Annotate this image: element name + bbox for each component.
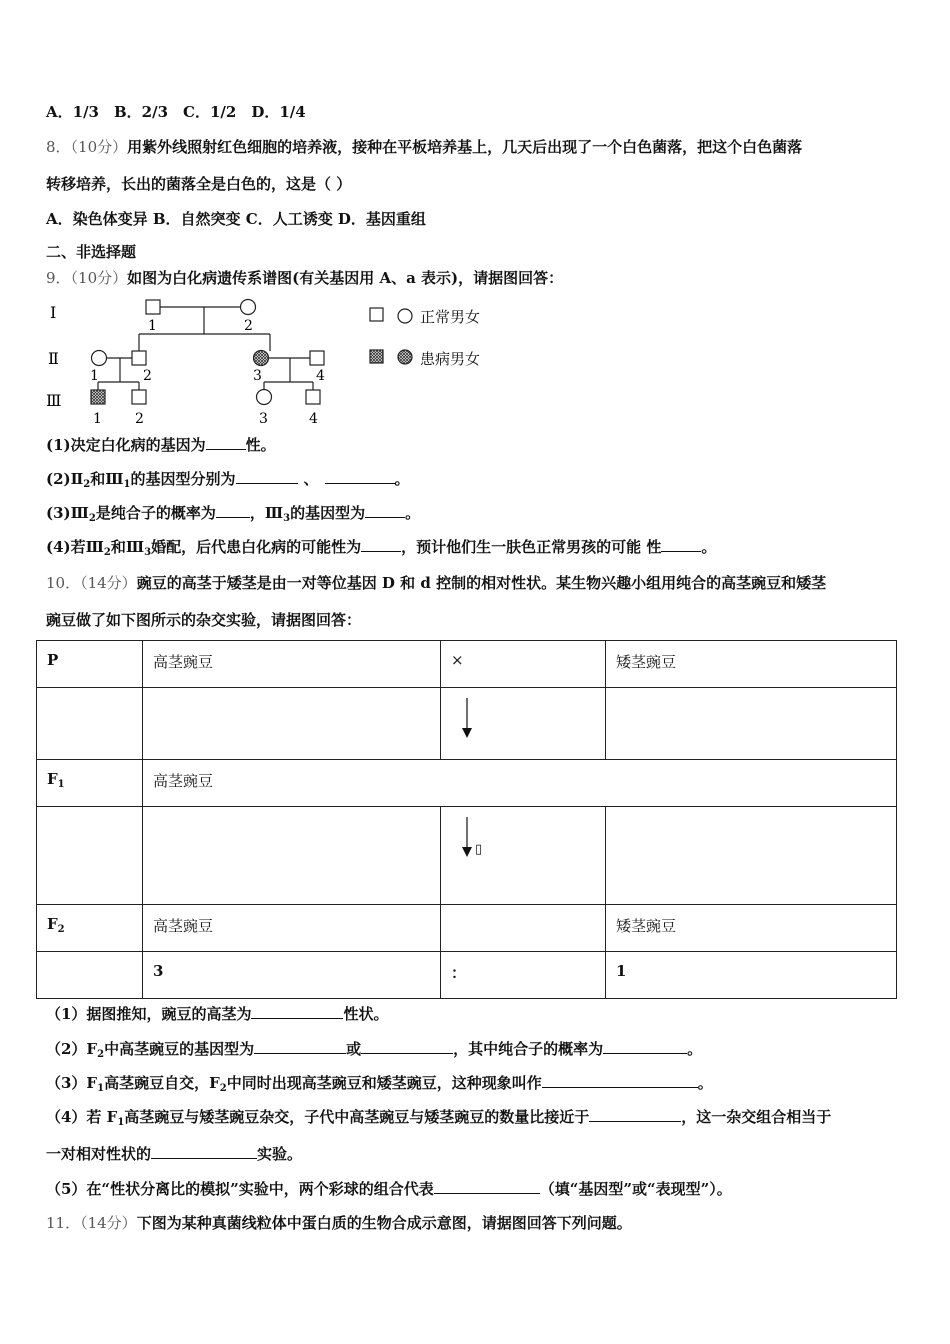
gen2-label-1: 1 [90,368,99,384]
gen2-label-2: 2 [143,368,152,384]
q11-stem: 11．（14分）下图为某种真菌线粒体中蛋白质的生物合成示意图，请据图回答下列问题。 [46,1214,632,1232]
table-row-f1 [37,760,897,807]
answer-blank[interactable] [589,1107,681,1122]
q10-stem-line1: 10．（14分）豌豆的高茎于矮茎是由一对等位基因 D 和 d 控制的相对性状。某生物兴趣小组用纯合的高茎豌豆和矮茎 [46,574,827,592]
legend-affected-male [370,350,383,363]
q10-sub5: （5）在“性状分离比的模拟”实验中，两个彩球的组合代表 （填“基因型”或“表现型”）。 [46,1180,732,1198]
gen1-female-2 [241,300,256,315]
q10-sub4: （4）若 $F_1$高茎豌豆与矮茎豌豆杂交，子代中高茎豌豆与矮茎豌豆的数量比接近于 ，这一杂交组合相当于 [46,1108,832,1128]
legend-normal-label: 正常男女 [420,308,481,326]
legend-normal-female [398,309,412,323]
selfing-mark: ▯ [475,842,483,857]
q11-number: 11． [46,1214,81,1232]
q8-stem-line1 [46,137,802,157]
p-label: P [37,641,143,688]
answer-blank[interactable] [603,1039,687,1054]
q9-sub1: (1)决定白化病的基因为 性。 [46,436,276,454]
q8-score: （10分） [70,138,128,156]
q9-stem [46,268,563,288]
table-row-p [37,641,897,688]
gen2-label-4: 4 [316,368,325,384]
section-2-title: 二、非选择题 [46,243,137,261]
q9-score: （10分） [70,269,128,287]
q10-number: 10． [46,574,81,592]
table-row-ratio [37,952,897,999]
gen2-label-3: 3 [253,368,262,384]
pedigree-legend-symbols [368,306,418,370]
gen2-female-3-affected [254,351,269,366]
gen2-female-1 [92,351,107,366]
down-arrow-icon [461,817,473,857]
gen2-male-2 [132,351,146,365]
f1-label: $F_1$ [37,760,143,807]
q9-text: 如图为白化病遗传系谱图(有关基因用 A、a 表示)，请据图回答： [127,269,564,287]
gen2-male-4 [310,351,324,365]
q9-sub2: $(2)Ⅱ_2$和$Ⅲ_1$的基因型分别为 、 。 [46,470,410,490]
table-row-f2 [37,905,897,952]
q8-options: A．染色体变异 B．自然突变 C．人工诱变 D．基因重组 [46,210,426,228]
answer-blank[interactable] [361,1039,453,1054]
answer-blank[interactable] [216,503,250,518]
gen3-female-3 [257,390,272,405]
answer-blank[interactable] [325,469,395,484]
q10-score: （14分） [80,574,137,592]
answer-blank[interactable] [206,435,246,450]
gen1-male-1 [146,300,160,314]
gen3-label-3: 3 [259,411,268,427]
q9-sub3: $(3)Ⅲ_2$是纯合子的概率为 ，$Ⅲ_3$的基因型为 。 [46,504,421,524]
q10-sub1: （1）据图推知，豌豆的高茎为 性状。 [46,1005,389,1023]
legend-affected-female [398,350,412,364]
legend-affected-label: 患病男女 [420,350,481,368]
ratio-right: 1 [606,952,897,999]
cross-sign: × [441,641,606,688]
q8-text1: 用紫外线照射红色细胞的培养液，接种在平板培养基上，几天后出现了一个白色菌落，把这个白色菌落 [127,138,803,156]
ratio-colon: ： [441,952,606,999]
ratio-left: 3 [143,952,441,999]
q11-score: （14分） [80,1214,137,1232]
f2-label: $F_2$ [37,905,143,952]
answer-blank[interactable] [251,1004,343,1019]
f1-tall-cell: 高茎豌豆 [143,760,897,807]
gen3-male-2 [132,390,146,404]
pedigree-chart [40,292,340,432]
answer-blank[interactable] [151,1144,257,1159]
legend-normal-male [370,308,383,321]
cross-experiment-table [36,640,897,999]
f2-short-cell: 矮茎豌豆 [606,905,897,952]
p-short-cell: 矮茎豌豆 [606,641,897,688]
answer-blank[interactable] [542,1073,698,1088]
q9-number: 9． [46,269,71,287]
q8-number: 8． [46,138,71,156]
table-row-arrow-2 [37,807,897,905]
gen3-label-4: 4 [309,411,318,427]
gen3-male-1-affected [91,390,105,404]
q8-stem-line2: 转移培养，长出的菌落全是白色的，这是（ ） [46,175,352,193]
q10-stem-line2: 豌豆做了如下图所示的杂交实验，请据图回答： [46,611,362,629]
answer-blank[interactable] [254,1039,346,1054]
answer-blank[interactable] [434,1179,540,1194]
gen3-male-4 [306,390,320,404]
generation-label-3: Ⅲ [46,391,62,410]
gen1-label-2: 2 [244,318,253,334]
generation-label-2: Ⅱ [48,349,59,368]
q10-sub3: $(3)F_1$高茎豌豆自交，$F_2$中同时出现高茎豌豆和矮茎豌豆，这种现象叫作 。 [46,1074,713,1094]
answer-blank[interactable] [365,503,405,518]
generation-label-1: Ⅰ [50,303,57,322]
q10-sub4-line2: 一对相对性状的 实验。 [46,1145,303,1163]
answer-blank[interactable] [661,537,701,552]
gen3-label-2: 2 [135,411,144,427]
q10-sub2: $(2)F_2$中高茎豌豆的基因型为 或 ，其中纯合子的概率为 。 [46,1040,703,1060]
gen3-label-1: 1 [93,411,102,427]
down-arrow-icon [461,698,473,738]
answer-blank[interactable] [361,537,401,552]
table-row-arrow-1 [37,688,897,760]
answer-blank[interactable] [236,469,298,484]
f2-tall-cell: 高茎豌豆 [143,905,441,952]
q9-sub4: (4)若$Ⅲ_2$和$Ⅲ_3$婚配，后代患白化病的可能性为 ，预计他们生一肤色正常男孩的可能 性 。 [46,538,717,558]
q7-options: A．1/3 B．2/3 C．1/2 D．1/4 [46,103,306,121]
gen1-label-1: 1 [148,318,157,334]
p-tall-cell: 高茎豌豆 [143,641,441,688]
